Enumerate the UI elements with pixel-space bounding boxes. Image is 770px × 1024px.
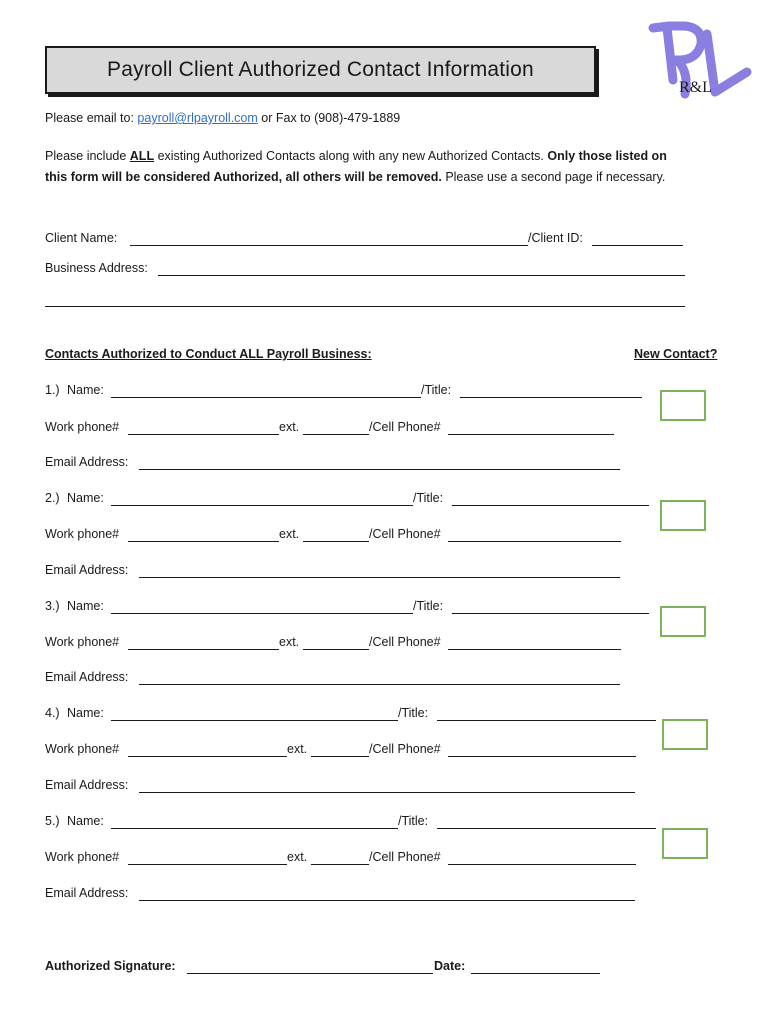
- contact-4-work-field[interactable]: [128, 756, 287, 757]
- date-label: Date:: [434, 959, 466, 973]
- client-name-field[interactable]: [130, 245, 528, 246]
- contact-2-ext-field[interactable]: [303, 541, 369, 542]
- contacts-heading: Contacts Authorized to Conduct ALL Payroll Business:: [45, 347, 372, 361]
- contact-1-work-label: Work phone#: [45, 420, 120, 434]
- contact-4-title-field[interactable]: [437, 720, 656, 721]
- contact-3-work-label: Work phone#: [45, 635, 120, 649]
- contact-3-email-field[interactable]: [139, 684, 620, 685]
- contact-5-title-label: /Title:: [398, 814, 429, 828]
- contact-4-ext-field[interactable]: [311, 756, 369, 757]
- contact-1-work-field[interactable]: [128, 434, 279, 435]
- email-prefix: Please email to:: [45, 111, 138, 125]
- contact-5-ext-label: ext.: [287, 850, 308, 864]
- instructions-text-a: Please include: [45, 149, 130, 163]
- contact-4-email-field[interactable]: [139, 792, 635, 793]
- fax-text: or Fax to (908)-479-1889: [257, 111, 401, 125]
- contact-4-email-label: Email Address:: [45, 778, 129, 792]
- client-name-label: Client Name:: [45, 231, 118, 245]
- contact-1-cell-label: /Cell Phone#: [369, 420, 441, 434]
- contact-4-ext-label: ext.: [287, 742, 308, 756]
- instructions-line-2: [45, 170, 665, 184]
- contact-1-name-field[interactable]: [111, 397, 421, 398]
- contact-3-ext-label: ext.: [279, 635, 300, 649]
- date-field[interactable]: [471, 973, 600, 974]
- new-contact-heading: New Contact?: [634, 347, 718, 361]
- contact-2-ext-label: ext.: [279, 527, 300, 541]
- contact-5-number: 5.): [45, 814, 60, 828]
- page-title-text: Payroll Client Authorized Contact Information: [107, 58, 534, 81]
- contact-1-ext-label: ext.: [279, 420, 300, 434]
- contact-2-number: 2.): [45, 491, 60, 505]
- contact-5-cell-label: /Cell Phone#: [369, 850, 441, 864]
- contact-5-ext-field[interactable]: [311, 864, 369, 865]
- contact-1-title-label: /Title:: [421, 383, 452, 397]
- page-title: [45, 46, 596, 94]
- client-id-label: /Client ID:: [528, 231, 583, 245]
- contact-3-ext-field[interactable]: [303, 649, 369, 650]
- instructions-line-1: [45, 149, 667, 163]
- contact-1-email-field[interactable]: [139, 469, 620, 470]
- contact-3-work-field[interactable]: [128, 649, 279, 650]
- business-address-label: Business Address:: [45, 261, 148, 275]
- contact-5-work-field[interactable]: [128, 864, 287, 865]
- rl-logo: [645, 16, 755, 116]
- instructions-bold-2: this form will be considered Authorized, all others will be removed.: [45, 170, 442, 184]
- contact-2-name-label: Name:: [67, 491, 104, 505]
- client-id-field[interactable]: [592, 245, 683, 246]
- contact-4-name-field[interactable]: [111, 720, 398, 721]
- instructions-bold: Only those listed on: [547, 149, 667, 163]
- contact-1-email-label: Email Address:: [45, 455, 129, 469]
- contact-5-new-checkbox[interactable]: [662, 828, 708, 859]
- contact-4-cell-field[interactable]: [448, 756, 636, 757]
- contact-5-work-label: Work phone#: [45, 850, 120, 864]
- contact-2-name-field[interactable]: [111, 505, 413, 506]
- contact-1-ext-field[interactable]: [303, 434, 369, 435]
- contact-4-name-label: Name:: [67, 706, 104, 720]
- contact-2-cell-label: /Cell Phone#: [369, 527, 441, 541]
- contact-4-title-label: /Title:: [398, 706, 429, 720]
- contact-1-new-checkbox[interactable]: [660, 390, 706, 421]
- contact-3-title-field[interactable]: [452, 613, 649, 614]
- contact-4-number: 4.): [45, 706, 60, 720]
- contact-5-email-field[interactable]: [139, 900, 635, 901]
- contact-3-title-label: /Title:: [413, 599, 444, 613]
- contact-5-name-field[interactable]: [111, 828, 398, 829]
- contact-3-number: 3.): [45, 599, 60, 613]
- instructions-text-b: existing Authorized Contacts along with any new Authorized Contacts.: [154, 149, 548, 163]
- instructions-all: ALL: [129, 149, 155, 163]
- email-line: [45, 111, 400, 125]
- contact-4-new-checkbox[interactable]: [662, 719, 708, 750]
- contact-2-title-field[interactable]: [452, 505, 649, 506]
- contact-5-title-field[interactable]: [437, 828, 656, 829]
- contact-2-email-label: Email Address:: [45, 563, 129, 577]
- contact-2-cell-field[interactable]: [448, 541, 621, 542]
- contact-2-work-label: Work phone#: [45, 527, 120, 541]
- contact-4-cell-label: /Cell Phone#: [369, 742, 441, 756]
- contact-5-cell-field[interactable]: [448, 864, 636, 865]
- contact-2-title-label: /Title:: [413, 491, 444, 505]
- contact-2-work-field[interactable]: [128, 541, 279, 542]
- logo-ampersand: R&L: [679, 79, 712, 96]
- contact-3-email-label: Email Address:: [45, 670, 129, 684]
- contact-1-name-label: Name:: [67, 383, 104, 397]
- contact-3-name-field[interactable]: [111, 613, 413, 614]
- instructions-rest: Please use a second page if necessary.: [441, 170, 666, 184]
- email-link[interactable]: payroll@rlpayroll.com: [137, 111, 258, 125]
- contact-1-number: 1.): [45, 383, 60, 397]
- contact-4-work-label: Work phone#: [45, 742, 120, 756]
- contact-2-new-checkbox[interactable]: [660, 500, 706, 531]
- contact-1-title-field[interactable]: [460, 397, 642, 398]
- contact-2-email-field[interactable]: [139, 577, 620, 578]
- contact-5-email-label: Email Address:: [45, 886, 129, 900]
- business-address-field[interactable]: [158, 275, 685, 276]
- contact-5-name-label: Name:: [67, 814, 104, 828]
- signature-label: Authorized Signature:: [45, 959, 176, 973]
- business-address-field-2[interactable]: [45, 306, 685, 307]
- signature-field[interactable]: [187, 973, 433, 974]
- contact-1-cell-field[interactable]: [448, 434, 614, 435]
- contact-3-cell-field[interactable]: [448, 649, 621, 650]
- contact-3-cell-label: /Cell Phone#: [369, 635, 441, 649]
- contact-3-new-checkbox[interactable]: [660, 606, 706, 637]
- contact-3-name-label: Name:: [67, 599, 104, 613]
